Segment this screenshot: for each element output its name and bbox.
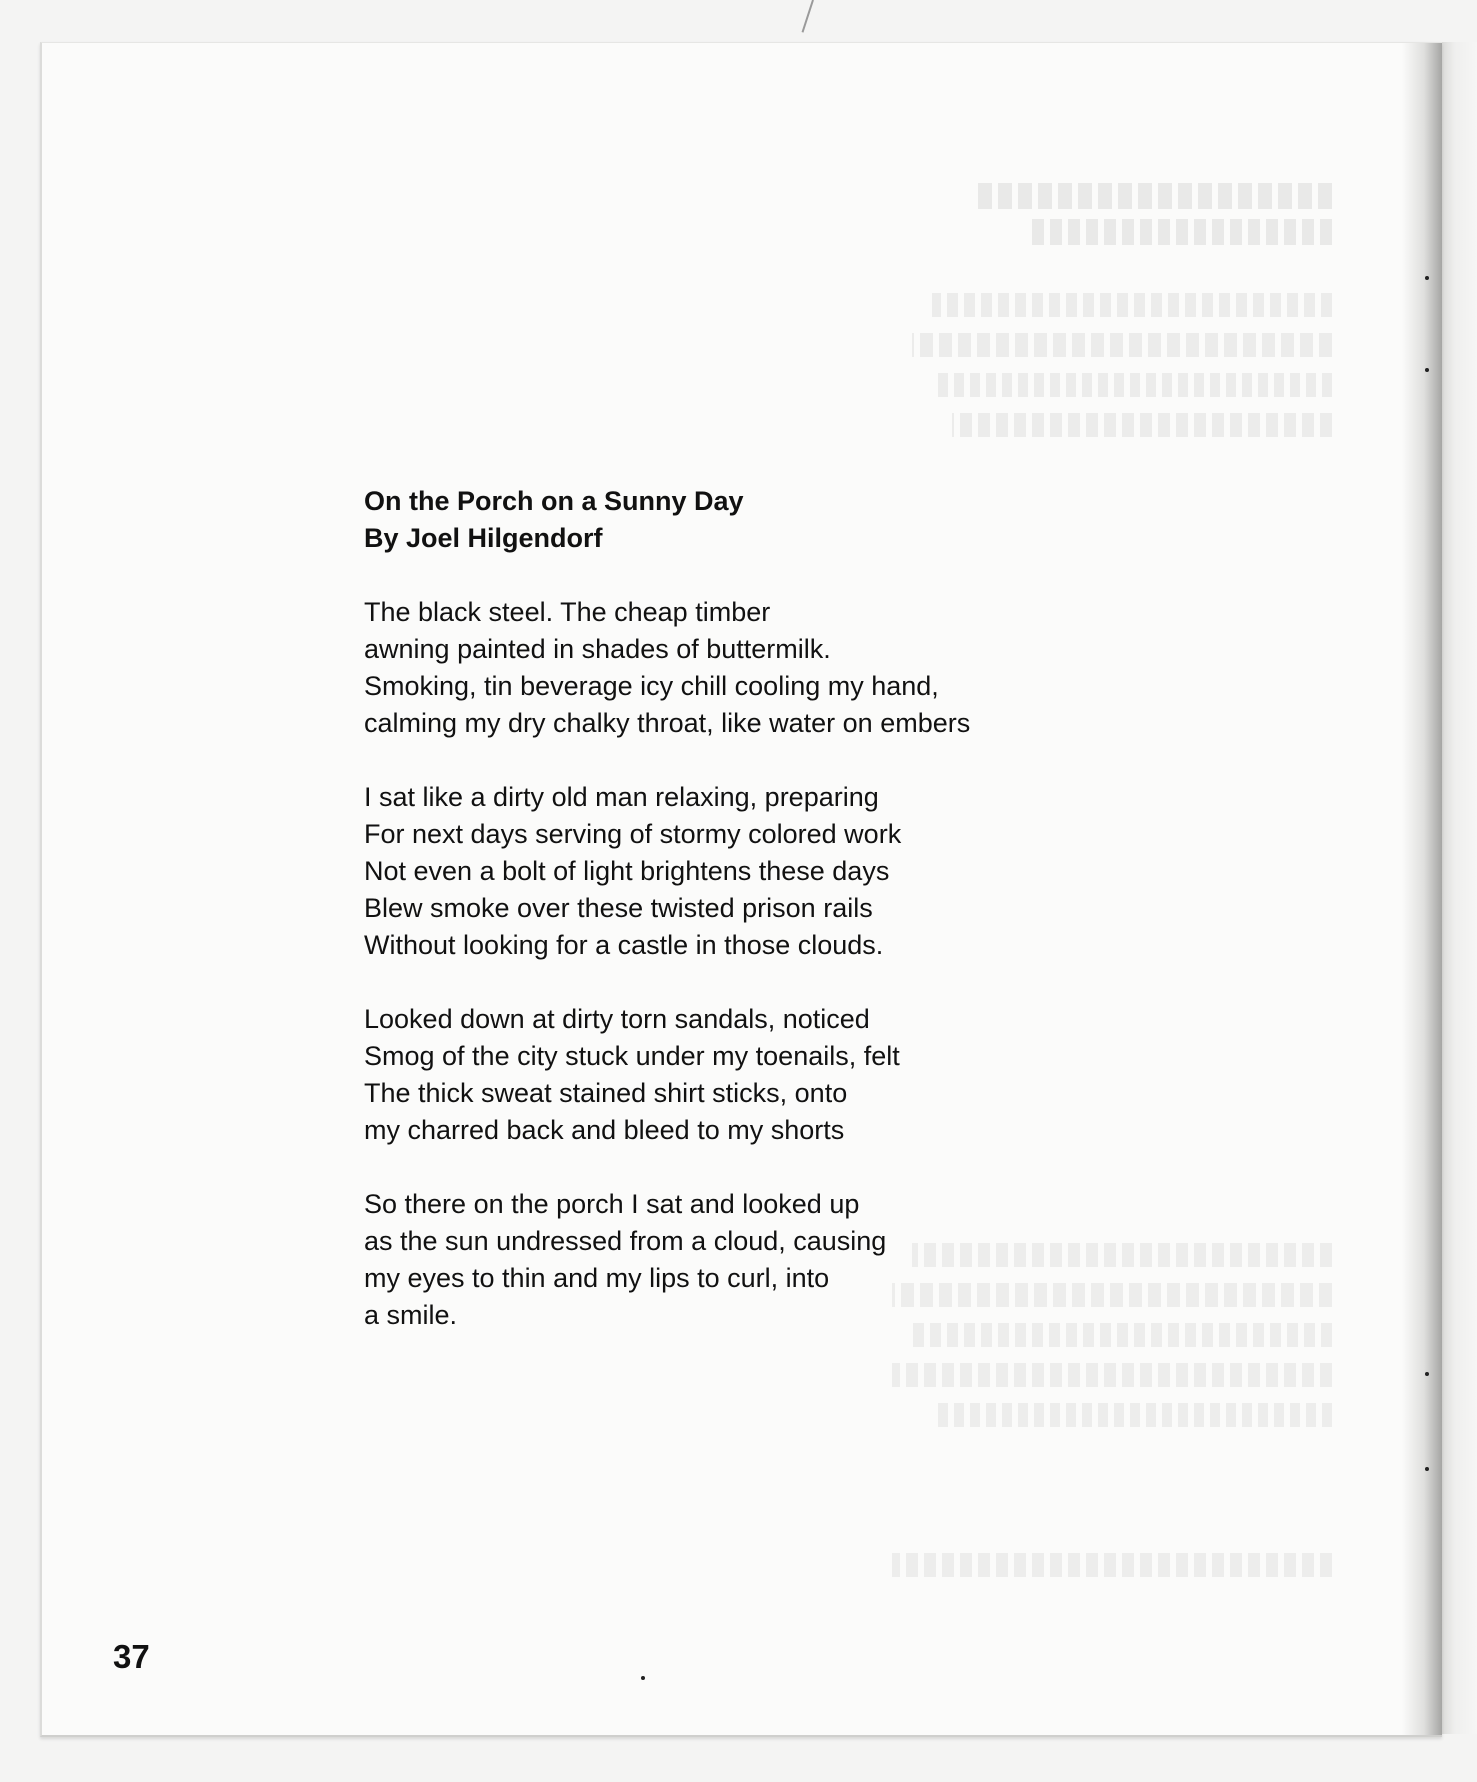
poem-line: my charred back and bleed to my shorts [364, 1115, 845, 1145]
poem-line: calming my dry chalky throat, like water on embers [364, 708, 971, 738]
show-through-texture [932, 1403, 1332, 1427]
poem-line: my eyes to thin and my lips to curl, into [364, 1263, 830, 1293]
poem-line: So there on the porch I sat and looked up [364, 1189, 860, 1219]
show-through-texture [932, 373, 1332, 397]
show-through-texture [952, 413, 1332, 437]
show-through-texture [912, 1243, 1332, 1267]
stanza-2 [364, 779, 970, 964]
show-through-texture [892, 1553, 1332, 1577]
poem-title: On the Porch on a Sunny Day [364, 486, 744, 516]
show-through-texture [1032, 219, 1332, 245]
poem-line: I sat like a dirty old man relaxing, preparing [364, 782, 879, 812]
poem-line: Without looking for a castle in those clouds. [364, 930, 884, 960]
stanza-4 [364, 1186, 970, 1334]
spine-shadow [1402, 43, 1442, 1735]
poem-line: as the sun undressed from a cloud, causing [364, 1226, 887, 1256]
poem-author: By Joel Hilgendorf [364, 523, 603, 553]
poem-line: Smoking, tin beverage icy chill cooling my hand, [364, 671, 939, 701]
scan-speck [641, 1676, 645, 1680]
poem [364, 483, 970, 1334]
scan-speck [1425, 276, 1429, 280]
show-through-texture [972, 183, 1332, 209]
poem-line: For next days serving of stormy colored work [364, 819, 902, 849]
stanza-3 [364, 1001, 970, 1149]
poem-line: Blew smoke over these twisted prison rails [364, 893, 873, 923]
show-through-texture [932, 293, 1332, 317]
scan-speck [1425, 368, 1429, 372]
scan-speck [1425, 1467, 1429, 1471]
fold-mark [802, 0, 814, 33]
scan-speck [1425, 1372, 1429, 1376]
show-through-texture [912, 1323, 1332, 1347]
poem-line: The black steel. The cheap timber [364, 597, 771, 627]
poem-line: Smog of the city stuck under my toenails, felt [364, 1041, 900, 1071]
poem-line: Not even a bolt of light brightens these days [364, 856, 890, 886]
show-through-texture [912, 333, 1332, 357]
poem-line: The thick sweat stained shirt sticks, onto [364, 1078, 848, 1108]
poem-line: awning painted in shades of buttermilk. [364, 634, 831, 664]
page-number: 37 [113, 1638, 150, 1675]
poem-line: Looked down at dirty torn sandals, noticed [364, 1004, 870, 1034]
stanza-1 [364, 594, 970, 742]
book-page-edge [1440, 42, 1477, 1734]
show-through-texture [892, 1363, 1332, 1387]
poem-line: a smile. [364, 1300, 458, 1330]
